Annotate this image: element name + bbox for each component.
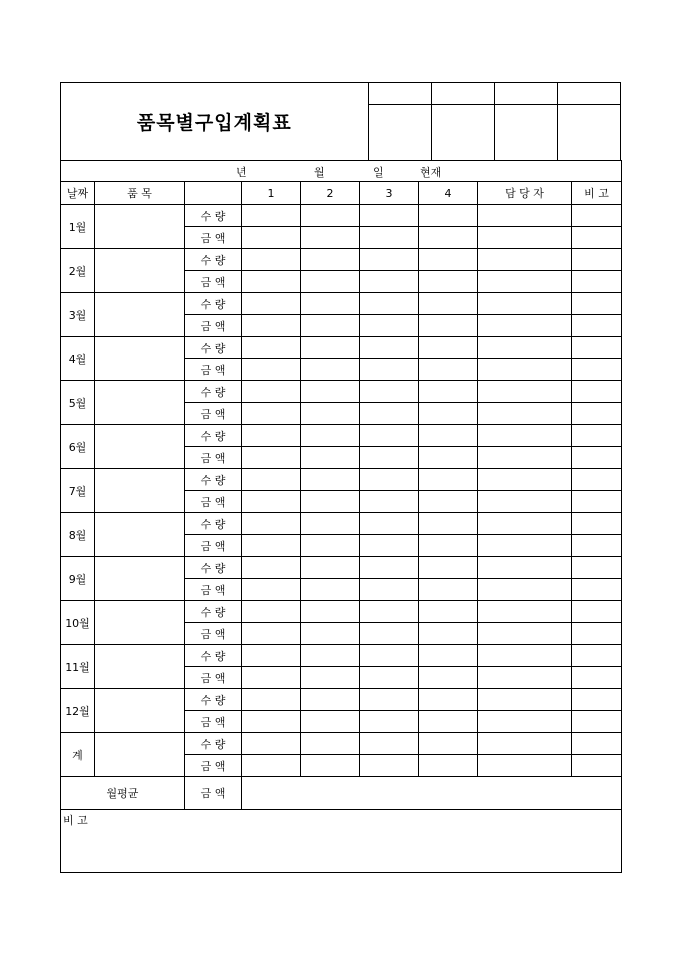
monthly-average-row [61,777,622,810]
amount-input-cell[interactable] [360,579,419,601]
amount-input-cell[interactable] [242,667,301,689]
approval-box[interactable] [368,83,431,105]
amount-input-cell[interactable] [301,623,360,645]
qty-input-cell[interactable] [301,469,360,491]
header-col-2: 2 [301,182,360,205]
amount-input-cell[interactable] [419,535,478,557]
month-label: 계 [61,733,95,777]
month-label: 12월 [61,689,95,733]
amount-input-cell[interactable] [360,755,419,777]
table-row [61,469,622,491]
amount-input-cell[interactable] [478,359,572,381]
qty-input-cell[interactable] [478,513,572,535]
amount-input-cell[interactable] [242,315,301,337]
table-row [61,645,622,667]
qty-input-cell[interactable] [242,249,301,271]
amount-input-cell[interactable] [478,271,572,293]
amount-input-cell[interactable] [572,359,622,381]
amount-input-cell[interactable] [478,315,572,337]
qty-input-cell[interactable] [419,601,478,623]
amount-input-cell[interactable] [242,755,301,777]
qty-input-cell[interactable] [360,381,419,403]
qty-input-cell[interactable] [478,381,572,403]
qty-input-cell[interactable] [242,425,301,447]
amount-input-cell[interactable] [572,755,622,777]
qty-input-cell[interactable] [572,249,622,271]
amount-input-cell[interactable] [242,579,301,601]
qty-input-cell[interactable] [301,645,360,667]
qty-input-cell[interactable] [242,733,301,755]
amount-input-cell[interactable] [360,359,419,381]
amount-input-cell[interactable] [360,711,419,733]
approval-header-table [60,82,621,161]
approval-box[interactable] [431,83,494,105]
amount-input-cell[interactable] [572,491,622,513]
amount-input-cell[interactable] [419,227,478,249]
month-label: 월 [314,166,325,179]
amount-label: 금 액 [185,271,242,293]
header-col-4: 4 [419,182,478,205]
amount-input-cell[interactable] [301,271,360,293]
qty-label: 수 량 [185,381,242,403]
amount-input-cell[interactable] [572,667,622,689]
item-input-cell[interactable] [95,645,185,689]
qty-input-cell[interactable] [360,249,419,271]
amount-input-cell[interactable] [242,271,301,293]
qty-input-cell[interactable] [242,381,301,403]
amount-input-cell[interactable] [572,623,622,645]
qty-input-cell[interactable] [572,513,622,535]
amount-input-cell[interactable] [478,623,572,645]
amount-input-cell[interactable] [478,403,572,425]
table-row [61,601,622,623]
qty-label: 수 량 [185,513,242,535]
amount-input-cell[interactable] [360,667,419,689]
amount-input-cell[interactable] [478,447,572,469]
item-input-cell[interactable] [95,689,185,733]
approval-box[interactable] [557,83,620,105]
amount-input-cell[interactable] [572,403,622,425]
qty-input-cell[interactable] [360,469,419,491]
qty-input-cell[interactable] [572,733,622,755]
qty-input-cell[interactable] [360,425,419,447]
amount-input-cell[interactable] [301,359,360,381]
qty-input-cell[interactable] [419,293,478,315]
approval-box[interactable] [494,83,557,105]
qty-input-cell[interactable] [572,557,622,579]
qty-input-cell[interactable] [360,645,419,667]
table-row [61,293,622,315]
qty-input-cell[interactable] [301,337,360,359]
amount-input-cell[interactable] [242,623,301,645]
amount-input-cell[interactable] [360,315,419,337]
qty-input-cell[interactable] [419,205,478,227]
amount-input-cell[interactable] [301,667,360,689]
item-input-cell[interactable] [95,249,185,293]
qty-input-cell[interactable] [242,557,301,579]
remarks-row [61,810,622,873]
amount-input-cell[interactable] [419,403,478,425]
qty-input-cell[interactable] [360,513,419,535]
header-manager: 담 당 자 [478,182,572,205]
table-row [61,689,622,711]
amount-input-cell[interactable] [301,579,360,601]
amount-input-cell[interactable] [419,667,478,689]
purchase-plan-table [60,160,622,873]
signature-box[interactable] [494,105,557,161]
qty-input-cell[interactable] [301,733,360,755]
amount-input-cell[interactable] [478,535,572,557]
month-label: 3월 [61,293,95,337]
amount-input-cell[interactable] [478,755,572,777]
month-label: 4월 [61,337,95,381]
qty-input-cell[interactable] [360,337,419,359]
amount-input-cell[interactable] [478,579,572,601]
amount-input-cell[interactable] [572,315,622,337]
qty-input-cell[interactable] [572,469,622,491]
amount-input-cell[interactable] [419,579,478,601]
amount-input-cell[interactable] [360,535,419,557]
month-label: 8월 [61,513,95,557]
amount-input-cell[interactable] [572,535,622,557]
amount-label: 금 액 [185,403,242,425]
amount-input-cell[interactable] [419,315,478,337]
qty-input-cell[interactable] [360,733,419,755]
amount-input-cell[interactable] [301,403,360,425]
month-label: 10월 [61,601,95,645]
month-label: 5월 [61,381,95,425]
qty-label: 수 량 [185,601,242,623]
qty-input-cell[interactable] [419,689,478,711]
qty-input-cell[interactable] [478,205,572,227]
qty-label: 수 량 [185,337,242,359]
qty-input-cell[interactable] [572,205,622,227]
amount-input-cell[interactable] [572,227,622,249]
amount-input-cell[interactable] [360,447,419,469]
qty-input-cell[interactable] [478,293,572,315]
qty-input-cell[interactable] [360,205,419,227]
qty-input-cell[interactable] [242,469,301,491]
amount-input-cell[interactable] [242,447,301,469]
month-label: 6월 [61,425,95,469]
table-row [61,381,622,403]
qty-input-cell[interactable] [242,601,301,623]
qty-label: 수 량 [185,689,242,711]
amount-label: 금 액 [185,711,242,733]
monthly-average-amount-label: 금 액 [185,777,242,810]
amount-input-cell[interactable] [572,271,622,293]
header-remarks: 비 고 [572,182,622,205]
month-label: 1월 [61,205,95,249]
qty-input-cell[interactable] [301,293,360,315]
amount-input-cell[interactable] [419,491,478,513]
month-label: 9월 [61,557,95,601]
qty-input-cell[interactable] [419,733,478,755]
amount-input-cell[interactable] [478,711,572,733]
amount-input-cell[interactable] [419,623,478,645]
qty-input-cell[interactable] [478,249,572,271]
amount-label: 금 액 [185,623,242,645]
qty-input-cell[interactable] [419,557,478,579]
qty-input-cell[interactable] [301,249,360,271]
qty-input-cell[interactable] [419,249,478,271]
amount-label: 금 액 [185,315,242,337]
month-label: 2월 [61,249,95,293]
amount-input-cell[interactable] [419,755,478,777]
item-input-cell[interactable] [95,557,185,601]
qty-input-cell[interactable] [478,733,572,755]
amount-input-cell[interactable] [301,227,360,249]
header-item: 품 목 [95,182,185,205]
qty-input-cell[interactable] [242,689,301,711]
table-row [61,513,622,535]
amount-input-cell[interactable] [419,447,478,469]
amount-label: 금 액 [185,579,242,601]
qty-input-cell[interactable] [572,601,622,623]
monthly-average-label: 월평균 [61,777,185,810]
amount-input-cell[interactable] [301,447,360,469]
amount-input-cell[interactable] [242,359,301,381]
qty-input-cell[interactable] [360,293,419,315]
amount-input-cell[interactable] [360,491,419,513]
as-of-label: 현재 [420,166,442,179]
amount-input-cell[interactable] [572,579,622,601]
qty-input-cell[interactable] [419,381,478,403]
qty-input-cell[interactable] [360,601,419,623]
amount-label: 금 액 [185,491,242,513]
amount-input-cell[interactable] [478,227,572,249]
header-blank [185,182,242,205]
header-date: 날짜 [61,182,95,205]
amount-input-cell[interactable] [301,755,360,777]
qty-input-cell[interactable] [419,513,478,535]
table-row [61,557,622,579]
amount-input-cell[interactable] [301,491,360,513]
amount-input-cell[interactable] [242,491,301,513]
year-label: 년 [236,166,247,179]
qty-input-cell[interactable] [301,425,360,447]
qty-input-cell[interactable] [572,337,622,359]
amount-label: 금 액 [185,667,242,689]
qty-input-cell[interactable] [572,645,622,667]
qty-input-cell[interactable] [478,601,572,623]
amount-input-cell[interactable] [360,271,419,293]
qty-input-cell[interactable] [242,645,301,667]
qty-label: 수 량 [185,205,242,227]
qty-input-cell[interactable] [478,337,572,359]
amount-input-cell[interactable] [572,711,622,733]
qty-input-cell[interactable] [242,513,301,535]
qty-input-cell[interactable] [478,557,572,579]
amount-label: 금 액 [185,227,242,249]
qty-label: 수 량 [185,469,242,491]
item-input-cell[interactable] [95,293,185,337]
amount-input-cell[interactable] [242,227,301,249]
amount-input-cell[interactable] [478,667,572,689]
qty-input-cell[interactable] [360,689,419,711]
qty-label: 수 량 [185,733,242,755]
amount-input-cell[interactable] [419,271,478,293]
header-col-1: 1 [242,182,301,205]
signature-box[interactable] [557,105,620,161]
amount-input-cell[interactable] [301,315,360,337]
month-label: 11월 [61,645,95,689]
qty-input-cell[interactable] [301,601,360,623]
qty-input-cell[interactable] [242,293,301,315]
item-input-cell[interactable] [95,513,185,557]
qty-input-cell[interactable] [572,381,622,403]
table-row [61,249,622,271]
amount-input-cell[interactable] [419,711,478,733]
qty-input-cell[interactable] [419,645,478,667]
qty-label: 수 량 [185,425,242,447]
qty-input-cell[interactable] [572,293,622,315]
amount-input-cell[interactable] [360,403,419,425]
amount-input-cell[interactable] [360,227,419,249]
item-input-cell[interactable] [95,337,185,381]
month-label: 7월 [61,469,95,513]
amount-label: 금 액 [185,755,242,777]
amount-input-cell[interactable] [242,403,301,425]
qty-label: 수 량 [185,293,242,315]
amount-label: 금 액 [185,535,242,557]
qty-input-cell[interactable] [301,381,360,403]
remarks-box[interactable]: 비 고 [61,810,622,873]
qty-input-cell[interactable] [301,689,360,711]
monthly-average-input-cell[interactable] [242,777,622,810]
date-line [61,161,622,182]
header-col-3: 3 [360,182,419,205]
qty-input-cell[interactable] [419,425,478,447]
amount-label: 금 액 [185,359,242,381]
amount-input-cell[interactable] [242,711,301,733]
amount-input-cell[interactable] [301,711,360,733]
amount-input-cell[interactable] [242,535,301,557]
qty-input-cell[interactable] [419,337,478,359]
amount-input-cell[interactable] [478,491,572,513]
amount-input-cell[interactable] [301,535,360,557]
qty-input-cell[interactable] [360,557,419,579]
table-row [61,337,622,359]
item-input-cell[interactable] [95,381,185,425]
signature-box[interactable] [368,105,431,161]
qty-input-cell[interactable] [478,425,572,447]
qty-input-cell[interactable] [478,645,572,667]
qty-input-cell[interactable] [301,557,360,579]
qty-input-cell[interactable] [419,469,478,491]
qty-label: 수 량 [185,557,242,579]
amount-label: 금 액 [185,447,242,469]
item-input-cell[interactable] [95,601,185,645]
table-row [61,205,622,227]
qty-input-cell[interactable] [478,689,572,711]
qty-input-cell[interactable] [301,205,360,227]
document-title: 품목별구입계획표 [61,83,369,161]
qty-input-cell[interactable] [301,513,360,535]
qty-input-cell[interactable] [242,205,301,227]
table-row [61,733,622,755]
amount-input-cell[interactable] [572,447,622,469]
qty-input-cell[interactable] [478,469,572,491]
item-input-cell[interactable] [95,205,185,249]
item-input-cell[interactable] [95,733,185,777]
item-input-cell[interactable] [95,469,185,513]
day-label: 일 [373,166,384,179]
table-row [61,425,622,447]
qty-input-cell[interactable] [572,425,622,447]
qty-input-cell[interactable] [572,689,622,711]
qty-label: 수 량 [185,645,242,667]
amount-input-cell[interactable] [360,623,419,645]
qty-label: 수 량 [185,249,242,271]
amount-input-cell[interactable] [419,359,478,381]
qty-input-cell[interactable] [242,337,301,359]
signature-box[interactable] [431,105,494,161]
item-input-cell[interactable] [95,425,185,469]
